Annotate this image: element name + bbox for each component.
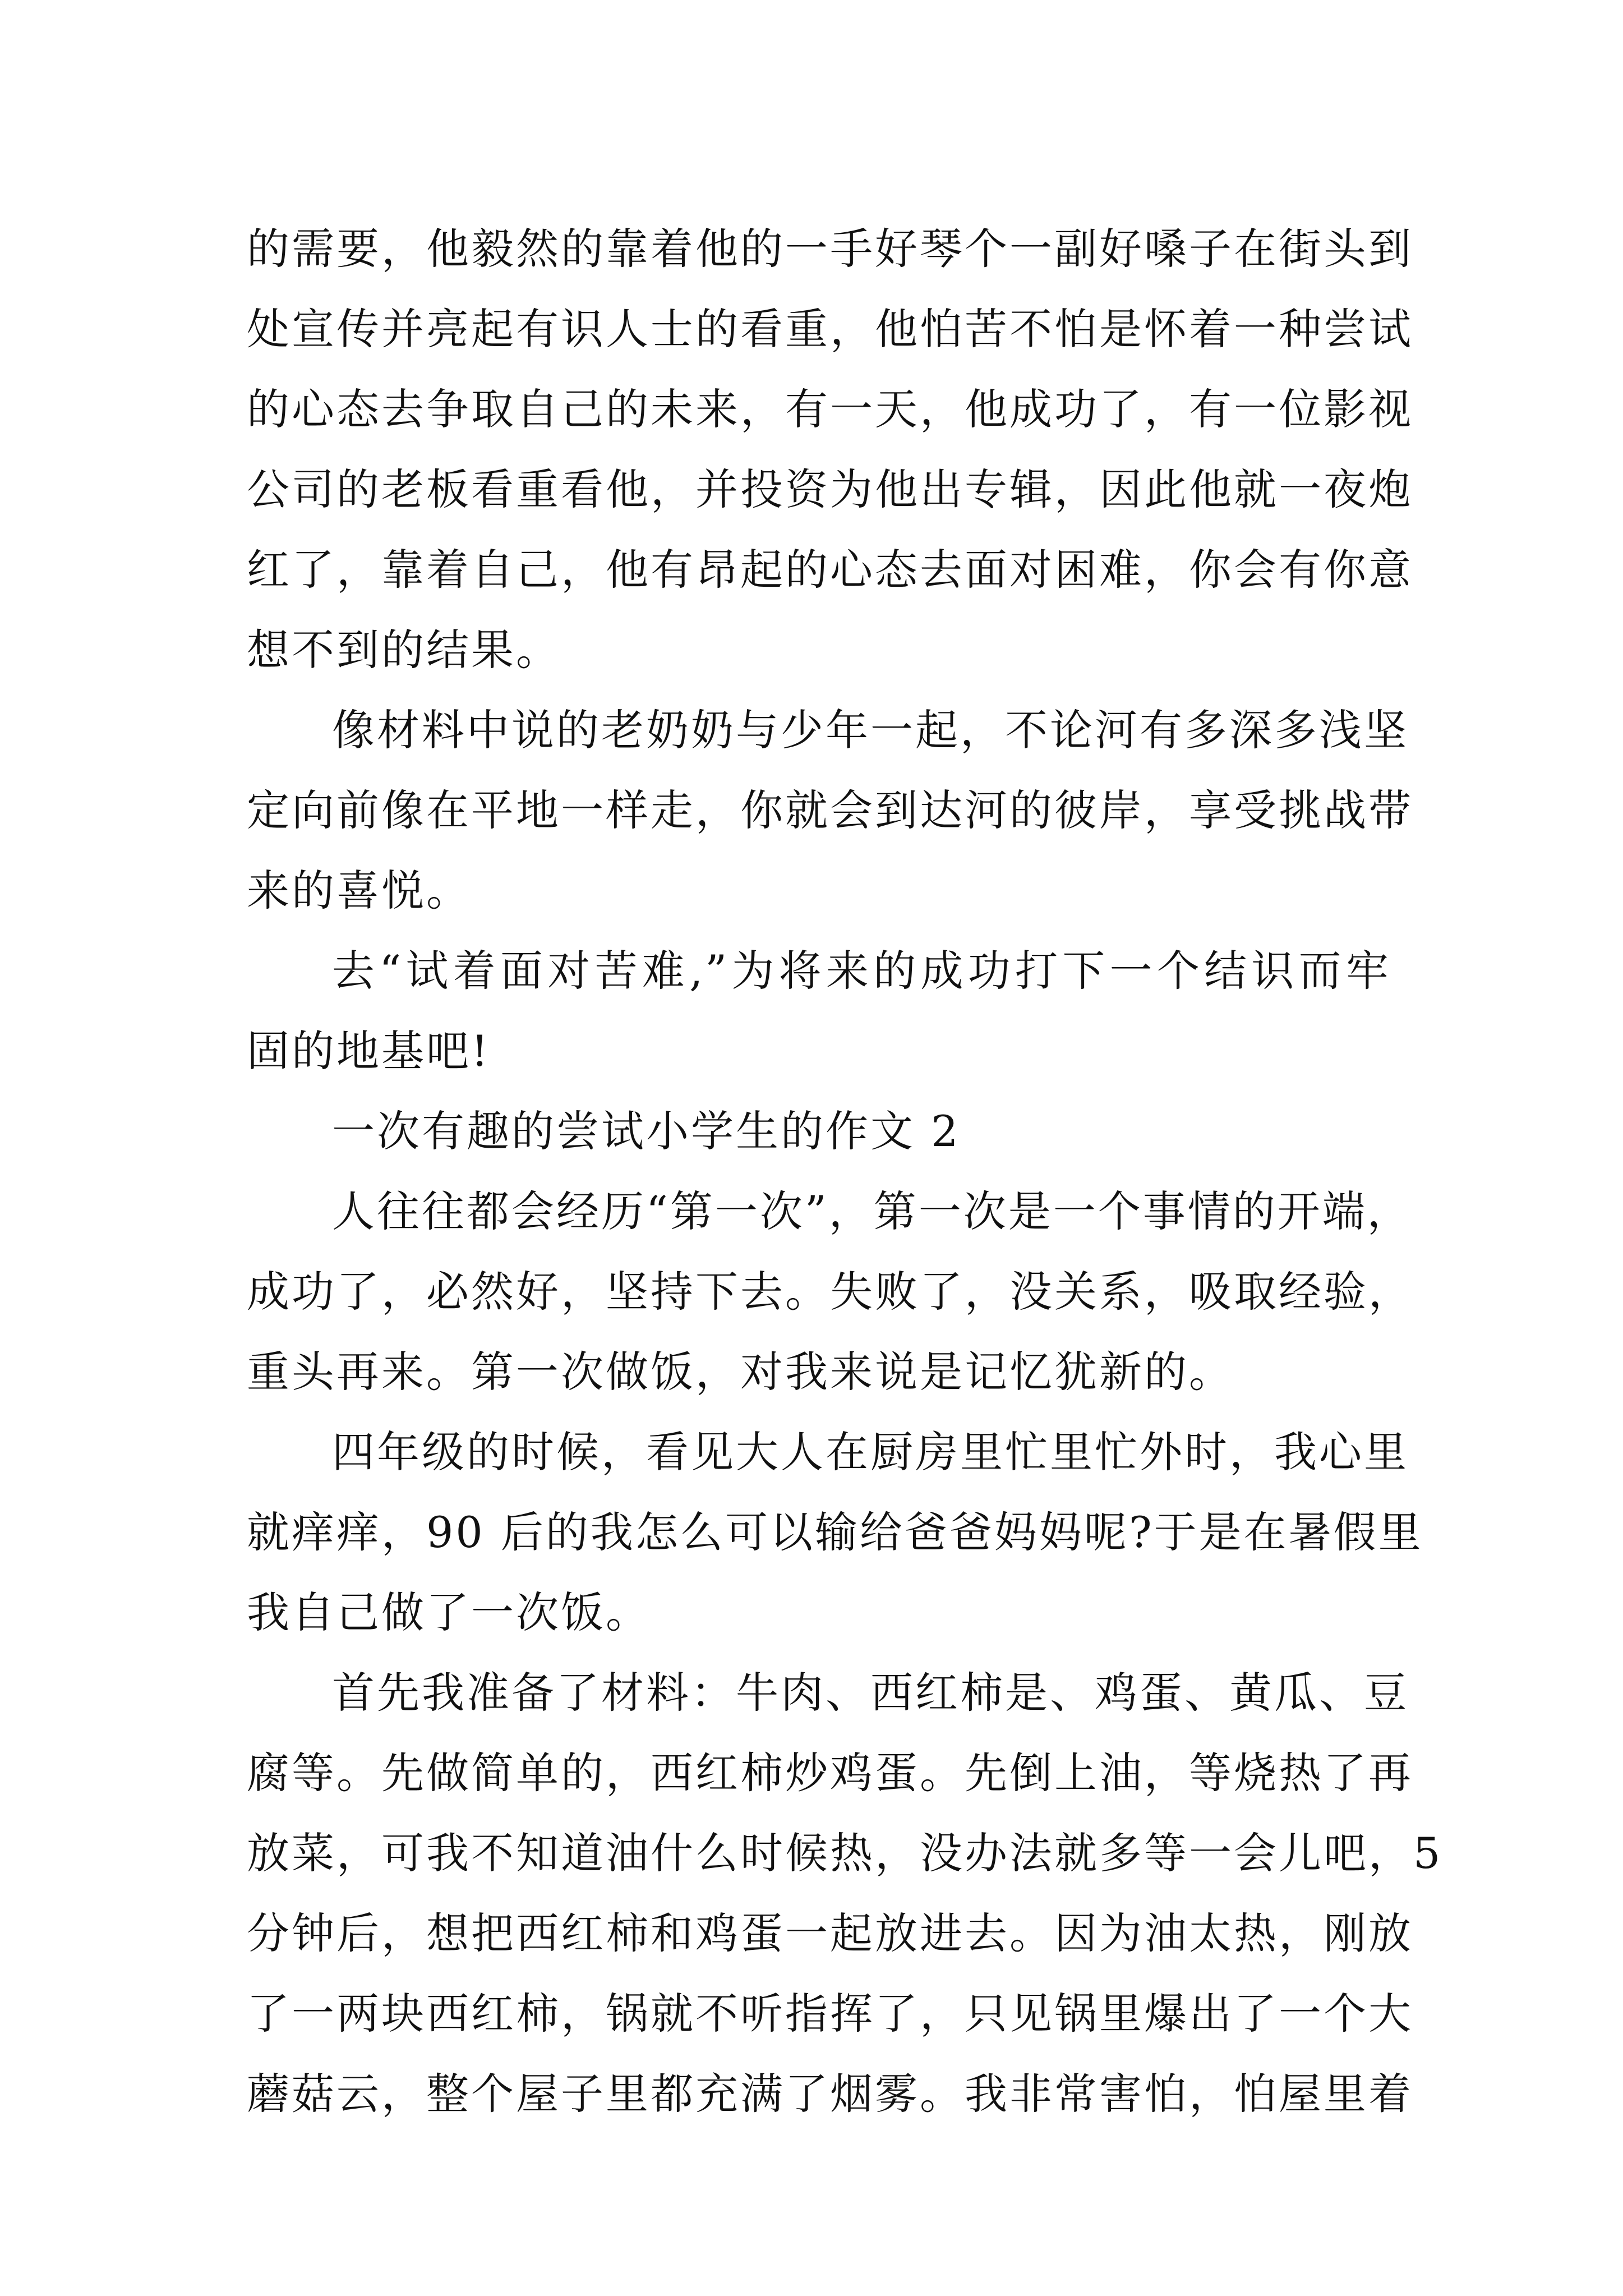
- text-line: 红了，靠着自己，他有昂起的心态去面对困难，你会有你意: [247, 545, 1413, 595]
- text-line: 分钟后，想把西红柿和鸡蛋一起放进去。因为油太热，刚放: [247, 1908, 1413, 1958]
- text-line: 固的地基吧!: [247, 1026, 491, 1076]
- text-line: 四年级的时候，看见大人在厨房里忙里忙外时，我心里: [332, 1427, 1409, 1477]
- text-line: 成功了，必然好，坚持下去。失败了，没关系，吸取经验，: [247, 1267, 1413, 1317]
- text-line: 来的喜悦。: [247, 866, 471, 915]
- text-line: 想不到的结果。: [247, 625, 561, 675]
- text-line: 腐等。先做简单的，西红柿炒鸡蛋。先倒上油，等烧热了再: [247, 1748, 1413, 1798]
- essay-body: [247, 209, 1443, 2134]
- text-line: 的心态去争取自己的未来，有一天，他成功了，有一位影视: [247, 384, 1413, 434]
- text-line: 定向前像在平地一样走，你就会到达河的彼岸，享受挑战带: [247, 785, 1413, 835]
- text-line: 去“试着面对苦难,”为将来的成功打下一个结识而牢: [332, 946, 1391, 996]
- text-line: 首先我准备了材料：牛肉、西红柿是、鸡蛋、黄瓜、豆: [332, 1668, 1409, 1718]
- text-line: 的需要，他毅然的靠着他的一手好琴个一副好嗓子在街头到: [247, 224, 1413, 274]
- text-line: 我自己做了一次饭。: [247, 1588, 651, 1637]
- text-line: 了一两块西红柿，锅就不听指挥了，只见锅里爆出了一个大: [247, 1989, 1413, 2039]
- text-line: 公司的老板看重看他，并投资为他出专辑，因此他就一夜炮: [247, 464, 1413, 514]
- text-line: 放菜，可我不知道油什么时候热，没办法就多等一会儿吧，5: [247, 1828, 1443, 1878]
- text-line: 人往往都会经历“第一次”，第一次是一个事情的开端，: [332, 1186, 1412, 1236]
- text-line: 就痒痒，90 后的我怎么可以输给爸爸妈妈呢?于是在暑假里: [247, 1507, 1423, 1557]
- text-line: 重头再来。第一次做饭，对我来说是记忆犹新的。: [247, 1347, 1234, 1397]
- text-line: 一次有趣的尝试小学生的作文 2: [332, 1106, 961, 1156]
- text-line: 处宣传并亮起有识人士的看重，他怕苦不怕是怀着一种尝试: [247, 304, 1413, 354]
- text-line: 蘑菇云，整个屋子里都充满了烟雾。我非常害怕，怕屋里着: [247, 2069, 1413, 2119]
- text-line: 像材料中说的老奶奶与少年一起，不论河有多深多浅坚: [332, 705, 1409, 755]
